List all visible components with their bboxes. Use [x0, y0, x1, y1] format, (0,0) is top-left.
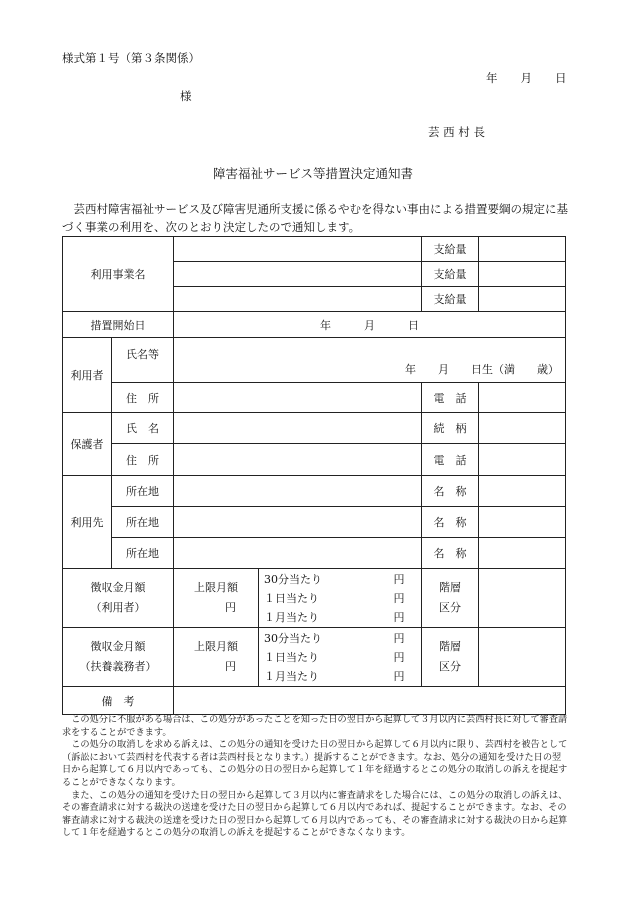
start-date-value[interactable]: 年 月 日	[174, 312, 566, 338]
user-label: 利用者	[63, 338, 112, 413]
location-value-3[interactable]	[174, 538, 422, 569]
birth-line[interactable]: 年 月 日生（満 歳）	[174, 338, 566, 383]
fee-user-per-day: １日当たり	[264, 591, 319, 605]
guardian-phone-value[interactable]	[479, 444, 566, 476]
fee-supporter-yen-1: 円	[393, 631, 405, 645]
supply-value-1[interactable]	[479, 237, 566, 262]
fee-user-label	[63, 569, 174, 628]
user-address-label: 住 所	[112, 383, 174, 413]
service-name-1[interactable]	[174, 237, 422, 262]
user-phone-label: 電 話	[422, 383, 479, 413]
guardian-address-value[interactable]	[174, 444, 422, 476]
service-name-label: 利用事業名	[63, 237, 174, 312]
fee-user-yen-3: 円	[393, 610, 405, 624]
addressee-suffix: 様	[180, 89, 192, 103]
facility-name-value-3[interactable]	[479, 538, 566, 569]
tier-user-value[interactable]	[479, 569, 566, 628]
fee-supporter-per-30min: 30分当たり	[264, 631, 322, 645]
note-3: また、この処分の通知を受けた日の翌日から起算して３月以内に審査請求をした場合には、この処分の取消しの訴えは、その審査請求に対する裁決の送達を受けた日の翌日から起算して６月以内であれば、提起することができます。なお、その審査請求に対する裁決の送達を受けた日の翌日から起算して６月以内であっても、その審査請求に対する裁決の日から起算して１年を経過するとこの処分の取消しの訴えを提起することができなくなります。	[62, 789, 568, 839]
cap-supporter-yen: 円	[225, 660, 236, 673]
decision-table	[62, 236, 566, 715]
guardian-address-label: 住 所	[112, 444, 174, 476]
fee-supporter-yen-col[interactable]	[386, 628, 422, 687]
supply-value-2[interactable]	[479, 262, 566, 287]
fee-user-per-30min: 30分当たり	[264, 572, 322, 586]
facility-name-value-2[interactable]	[479, 507, 566, 538]
cap-user-yen: 円	[225, 601, 236, 614]
fee-supporter-yen-2: 円	[393, 650, 405, 664]
user-address-value[interactable]	[174, 383, 422, 413]
tier-supporter-label-line2: 区分	[439, 660, 462, 673]
intro-text: 芸西村障害福祉サービス及び障害児通所支援に係るやむを得ない事由による措置要綱の規定に基づく事業の利用を、次のとおり決定したので通知します。	[62, 202, 568, 234]
remarks-value[interactable]	[174, 687, 566, 715]
service-name-3[interactable]	[174, 287, 422, 312]
notes	[62, 714, 570, 840]
fee-user-periods	[259, 569, 386, 628]
tier-supporter-label-line1: 階層	[439, 640, 462, 653]
facility-name-value-1[interactable]	[479, 476, 566, 507]
location-label-1: 所在地	[112, 476, 174, 507]
cap-supporter-cell	[174, 628, 259, 687]
relation-label: 続 柄	[422, 413, 479, 444]
fee-supporter-periods	[259, 628, 386, 687]
fee-supporter-per-month: １月当たり	[264, 669, 319, 683]
fee-supporter-per-day: １日当たり	[264, 650, 319, 664]
provider-label: 利用先	[63, 476, 112, 569]
remarks-label: 備 考	[63, 687, 174, 715]
fee-user-yen-col[interactable]	[386, 569, 422, 628]
fee-supporter-label	[63, 628, 174, 687]
facility-name-label-3: 名 称	[422, 538, 479, 569]
tier-user-label-line1: 階層	[439, 581, 462, 594]
issuer: 芸 西 村 長	[428, 125, 485, 139]
guardian-label: 保護者	[63, 413, 112, 476]
cap-supporter-label: 上限月額	[194, 640, 238, 653]
relation-value[interactable]	[479, 413, 566, 444]
supply-label-2: 支給量	[422, 262, 479, 287]
facility-name-label-2: 名 称	[422, 507, 479, 538]
cap-user-label: 上限月額	[194, 581, 238, 594]
fee-user-yen-2: 円	[393, 591, 405, 605]
form-number: 様式第１号（第３条関係）	[62, 51, 200, 65]
location-label-2: 所在地	[112, 507, 174, 538]
date-line: 年 月 日	[486, 71, 567, 85]
fee-user-yen-1: 円	[393, 572, 405, 586]
page-title: 障害福祉サービス等措置決定通知書	[213, 166, 414, 181]
name-etc-label: 氏名等	[112, 338, 174, 383]
cap-user-cell	[174, 569, 259, 628]
user-phone-value[interactable]	[479, 383, 566, 413]
fee-user-label-line2: （利用者）	[90, 601, 146, 614]
guardian-name-label: 氏 名	[112, 413, 174, 444]
guardian-name-value[interactable]	[174, 413, 422, 444]
facility-name-label-1: 名 称	[422, 476, 479, 507]
start-date-label: 措置開始日	[63, 312, 174, 338]
supply-label-3: 支給量	[422, 287, 479, 312]
fee-supporter-label-line1: 徴収金月額	[90, 640, 146, 653]
supply-value-3[interactable]	[479, 287, 566, 312]
tier-supporter-label	[422, 628, 479, 687]
location-label-3: 所在地	[112, 538, 174, 569]
supply-label-1: 支給量	[422, 237, 479, 262]
tier-user-label-line2: 区分	[439, 601, 462, 614]
fee-user-label-line1: 徴収金月額	[90, 581, 146, 594]
service-name-2[interactable]	[174, 262, 422, 287]
fee-user-per-month: １月当たり	[264, 610, 319, 624]
location-value-2[interactable]	[174, 507, 422, 538]
guardian-phone-label: 電 話	[422, 444, 479, 476]
fee-supporter-label-line2: （扶養義務者）	[79, 660, 157, 673]
note-1: この処分に不服がある場合は、この処分があったことを知った日の翌日から起算して３月以内に芸西村長に対して審査請求をすることができます。	[62, 714, 568, 738]
tier-supporter-value[interactable]	[479, 628, 566, 687]
fee-supporter-yen-3: 円	[393, 669, 405, 683]
tier-user-label	[422, 569, 479, 628]
note-2: この処分の取消しを求める訴えは、この処分の通知を受けた日の翌日から起算して６月以内に限り、芸西村を被告として（訴訟において芸西村を代表する者は芸西村長となります。）提訴することができます。なお、処分の通知を受けた日の翌日から起算して６月以内であっても、この処分の日の翌日から起算して１年を経過するとこの処分の取消しの訴えを提起することができなくなります。	[62, 739, 568, 788]
location-value-1[interactable]	[174, 476, 422, 507]
